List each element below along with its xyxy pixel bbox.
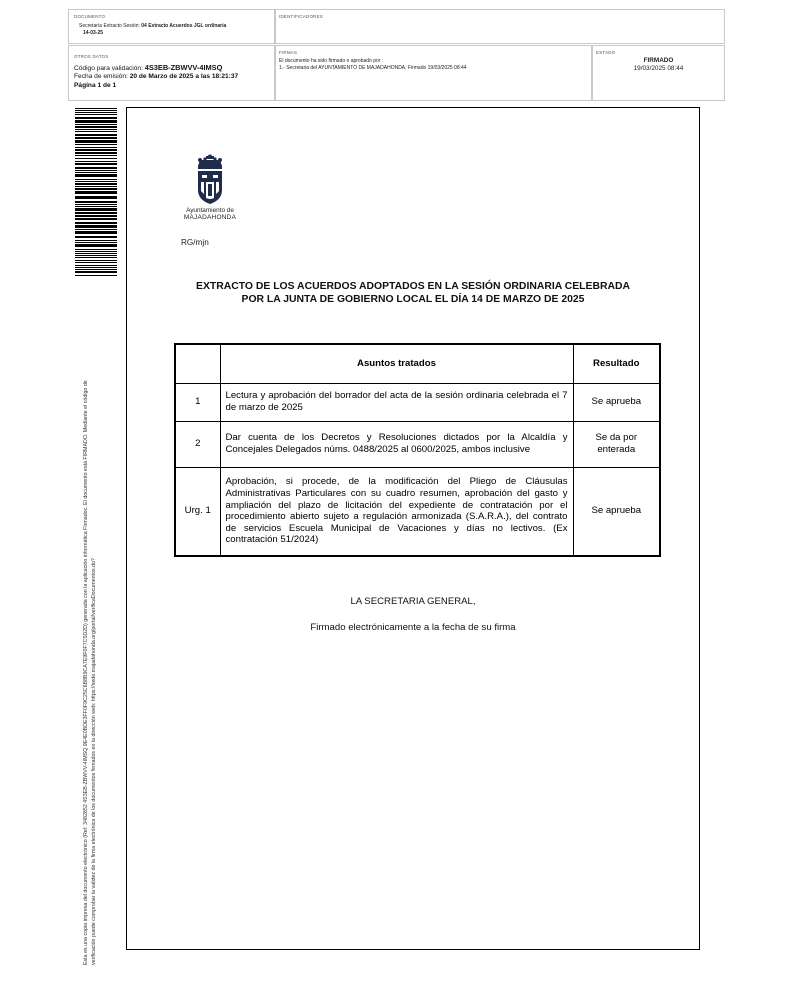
row-resultado: Se da por enterada [573,421,660,467]
row-resultado: Se aprueba [573,467,660,556]
row-asunto: Lectura y aprobación del borrador del acta de la sesión ordinaria celebrada el 7 de marzo de 2025 [220,383,573,421]
codigo-validacion [74,63,222,72]
header-asuntos: Asuntos tratados [220,344,573,383]
logo-line2: MAJADAHONDA [183,214,237,221]
table-header-row [175,344,660,383]
firmas-label: FIRMAS [279,50,298,55]
otros-datos-label: OTROS DATOS [74,54,109,59]
documento-date [83,30,103,36]
row-resultado: Se aprueba [573,383,660,421]
signature-role: LA SECRETARIA GENERAL, [350,596,476,607]
firmas-box [275,45,592,101]
document-title-line2: POR LA JUNTA DE GOBIERNO LOCAL EL DÍA 14 DE MARZO DE 2025 [241,294,585,305]
row-num: 2 [175,421,220,467]
documento-name [79,23,269,29]
header-resultado: Resultado [573,344,660,383]
document-reference: RG/mjn [181,238,209,247]
fecha-emision-value: 20 de Marzo de 2025 a las 18:21:37 [129,73,239,80]
estado-timestamp: 19/03/2025 08:44 [633,65,684,72]
firmas-line1: El documento ha sido firmado o aprobado por : [279,58,384,64]
estado-label: ESTADO [596,50,616,55]
document-title [160,280,666,306]
otros-datos-box [68,45,275,101]
side-verification-text-1: Esta es una copia impresa del documento electrónico (Ref: 3482852 4S3EB-ZBWVV-4IMSQ 9E4E0BDE3FF0F9C25C6B8B9CA7E9F0F7C5D2D) generada con la aplicación informática Firmadoc. El documento está FIRMADO. Mediante el código de [83,380,89,965]
pagina-indicator: Página 1 de 1 [74,82,117,89]
header-num [175,344,220,383]
row-asunto: Dar cuenta de los Decretos y Resoluciones dictados por la Alcaldía y Concejales Delegados núms. 0488/2025 al 0600/2025, ambos inclusive [220,421,573,467]
fecha-emision [74,73,238,80]
estado-box [592,45,725,101]
side-verification-text-2: verificación puede comprobar la validez de la firma electrónica de los documentos firmados en la dirección web: https://sede.majadahonda.org/portal/verificaDocumentos.do? [91,558,97,965]
estado-status: FIRMADO [643,57,674,64]
table-row [175,383,660,421]
documento-prefix: Secretaría Extracto Sesión: [79,23,142,29]
codigo-validacion-value: 4S3EB-ZBWVV-4IMSQ [144,63,223,72]
identificadores-label: IDENTIFICADORES [279,14,324,19]
barcode-icon [75,108,117,278]
fecha-emision-label: Fecha de emisión: [74,73,130,80]
identificadores-box [275,9,725,44]
codigo-validacion-label: Código para validación: [74,65,145,72]
row-asunto: Aprobación, si procede, de la modificación del Pliego de Cláusulas Administrativas Particulares con su cuadro resumen, aprobación del gasto y ampliación del plazo de licitación del expediente de contratación por el procedimiento abierto sujeto a regulación armonizada (S.A.R.A.), del contrato de servicios Escuela Municipal de Vacaciones y días no lectivos. (Ex contratación 51/2024) [220,467,573,556]
documento-name-bold: 04 Extracto Acuerdos JGL ordinaria [141,23,227,29]
firmas-line2: 1.- Secretaria del AYUNTAMIENTO DE MAJADAHONDA. Firmado 19/03/2025 08:44 [279,65,467,71]
document-title-line1: EXTRACTO DE LOS ACUERDOS ADOPTADOS EN LA SESIÓN ORDINARIA CELEBRADA [196,281,630,292]
table-row [175,421,660,467]
agenda-table [174,343,661,557]
documento-label: DOCUMENTO [74,14,106,19]
documento-date-bold: 14-03-25 [83,30,104,36]
documento-box [68,9,275,44]
table-row [175,467,660,556]
row-num: 1 [175,383,220,421]
logo-line1: Ayuntamiento de [186,207,234,214]
signature-note: Firmado electrónicamente a la fecha de su firma [310,622,516,633]
row-num: Urg. 1 [175,467,220,556]
